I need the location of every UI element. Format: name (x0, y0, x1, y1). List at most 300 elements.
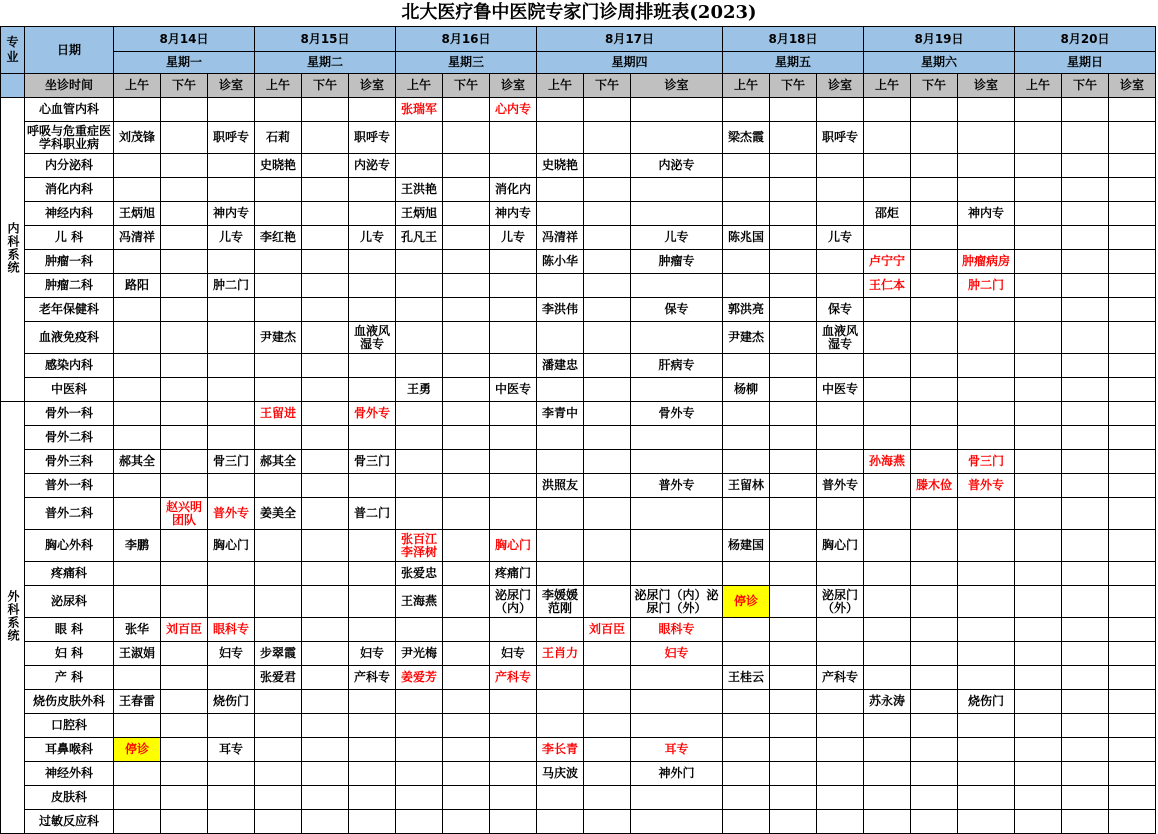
doctor-cell (723, 738, 770, 762)
room-cell (1109, 274, 1156, 298)
doctor-cell (161, 226, 208, 250)
table-row (1, 714, 1156, 738)
doctor-cell: 王留林 (723, 474, 770, 498)
doctor-cell (161, 562, 208, 586)
doctor-cell (114, 474, 161, 498)
table-row (1, 666, 1156, 690)
doctor-cell: 王肖力 (537, 642, 584, 666)
doctor-cell (864, 378, 911, 402)
date-cell: 8月18日 (723, 27, 864, 52)
doctor-cell (911, 202, 958, 226)
date-cell: 8月16日 (396, 27, 537, 52)
doctor-cell (1062, 122, 1109, 154)
doctor-cell (302, 762, 349, 786)
doctor-cell (1062, 474, 1109, 498)
doctor-cell (864, 298, 911, 322)
time-header: 坐诊时间 (25, 74, 114, 98)
doctor-cell (537, 322, 584, 354)
doctor-cell (302, 378, 349, 402)
doctor-cell (255, 98, 302, 122)
doctor-cell (911, 586, 958, 618)
doctor-cell (1015, 666, 1062, 690)
doctor-cell (584, 762, 631, 786)
doctor-cell (770, 642, 817, 666)
room-cell (958, 378, 1015, 402)
room-cell (1109, 586, 1156, 618)
table-row (1, 178, 1156, 202)
room-cell (349, 178, 396, 202)
doctor-cell (396, 474, 443, 498)
room-cell (490, 474, 537, 498)
room-cell (817, 786, 864, 810)
doctor-cell (723, 402, 770, 426)
room-cell: 骨外专 (349, 402, 396, 426)
doctor-cell (911, 738, 958, 762)
room-cell (349, 810, 396, 834)
room-cell: 妇专 (208, 642, 255, 666)
doctor-cell (537, 450, 584, 474)
doctor-cell (537, 786, 584, 810)
doctor-cell (537, 98, 584, 122)
doctor-cell (255, 378, 302, 402)
department-name: 口腔科 (25, 714, 114, 738)
doctor-cell (723, 562, 770, 586)
room-cell: 神内专 (958, 202, 1015, 226)
doctor-cell (770, 738, 817, 762)
department-name: 皮肤科 (25, 786, 114, 810)
doctor-cell: 尹建杰 (255, 322, 302, 354)
doctor-cell (1015, 98, 1062, 122)
department-name: 肿瘤一科 (25, 250, 114, 274)
room-cell (1109, 666, 1156, 690)
room-cell (208, 378, 255, 402)
room-cell: 神外门 (631, 762, 723, 786)
doctor-cell (770, 474, 817, 498)
room-cell (958, 586, 1015, 618)
room-cell (208, 322, 255, 354)
doctor-cell (302, 530, 349, 562)
room-cell (958, 98, 1015, 122)
room-cell: 产科专 (349, 666, 396, 690)
doctor-cell: 尹建杰 (723, 322, 770, 354)
doctor-cell (584, 690, 631, 714)
doctor-cell: 路阳 (114, 274, 161, 298)
doctor-cell (396, 426, 443, 450)
doctor-cell (1062, 322, 1109, 354)
room-cell (631, 450, 723, 474)
doctor-cell (864, 498, 911, 530)
doctor-cell (723, 450, 770, 474)
doctor-cell (1015, 122, 1062, 154)
room-cell (349, 714, 396, 738)
doctor-cell (443, 738, 490, 762)
doctor-cell (1062, 762, 1109, 786)
room-cell (958, 122, 1015, 154)
specialty-header-filler (1, 74, 25, 98)
doctor-cell (864, 530, 911, 562)
doctor-cell (302, 474, 349, 498)
doctor-cell (911, 274, 958, 298)
room-cell (631, 122, 723, 154)
doctor-cell (864, 354, 911, 378)
room-cell (349, 298, 396, 322)
room-cell (208, 250, 255, 274)
doctor-cell (161, 378, 208, 402)
table-row (1, 690, 1156, 714)
doctor-cell: 卢宁宁 (864, 250, 911, 274)
department-name: 呼吸与危重症医学科职业病 (25, 122, 114, 154)
doctor-cell: 李青中 (537, 402, 584, 426)
department-name: 产 科 (25, 666, 114, 690)
doctor-cell (584, 122, 631, 154)
room-cell: 消化内 (490, 178, 537, 202)
room-cell (817, 714, 864, 738)
doctor-cell (443, 226, 490, 250)
department-name: 儿 科 (25, 226, 114, 250)
room-cell (490, 498, 537, 530)
doctor-cell (443, 274, 490, 298)
slot-header-am: 上午 (723, 74, 770, 98)
room-cell (1109, 810, 1156, 834)
department-name: 血液免疫科 (25, 322, 114, 354)
room-cell: 血液风湿专 (817, 322, 864, 354)
doctor-cell (255, 202, 302, 226)
doctor-cell: 梁杰霞 (723, 122, 770, 154)
doctor-cell (723, 98, 770, 122)
doctor-cell (1015, 474, 1062, 498)
doctor-cell (911, 226, 958, 250)
room-cell (631, 690, 723, 714)
doctor-cell (1062, 786, 1109, 810)
doctor-cell (114, 322, 161, 354)
doctor-cell: 王仁本 (864, 274, 911, 298)
doctor-cell (443, 354, 490, 378)
doctor-cell (1062, 738, 1109, 762)
doctor-cell (770, 586, 817, 618)
room-cell: 保专 (817, 298, 864, 322)
doctor-cell: 张瑞军 (396, 98, 443, 122)
doctor-cell (584, 402, 631, 426)
doctor-cell (1062, 250, 1109, 274)
weekday-cell: 星期三 (396, 52, 537, 74)
doctor-cell: 史晓艳 (537, 154, 584, 178)
doctor-cell (302, 666, 349, 690)
doctor-cell (1062, 810, 1109, 834)
doctor-cell (255, 426, 302, 450)
department-name: 骨外三科 (25, 450, 114, 474)
doctor-cell (396, 738, 443, 762)
doctor-cell (114, 786, 161, 810)
doctor-cell (584, 474, 631, 498)
doctor-cell (723, 274, 770, 298)
doctor-cell (1062, 642, 1109, 666)
room-cell (631, 426, 723, 450)
room-cell (490, 354, 537, 378)
doctor-cell (723, 810, 770, 834)
doctor-cell (161, 450, 208, 474)
doctor-cell (396, 354, 443, 378)
room-cell (208, 426, 255, 450)
doctor-cell (911, 298, 958, 322)
doctor-cell (161, 298, 208, 322)
doctor-cell: 郭洪亮 (723, 298, 770, 322)
doctor-cell (584, 586, 631, 618)
doctor-cell (864, 322, 911, 354)
room-cell: 骨三门 (958, 450, 1015, 474)
weekday-cell: 星期日 (1015, 52, 1156, 74)
room-cell (1109, 122, 1156, 154)
doctor-cell (396, 690, 443, 714)
doctor-cell (114, 586, 161, 618)
doctor-cell (584, 498, 631, 530)
doctor-cell (302, 562, 349, 586)
room-cell (631, 530, 723, 562)
room-cell: 普二门 (349, 498, 396, 530)
room-cell (631, 378, 723, 402)
doctor-cell (584, 378, 631, 402)
table-row (1, 122, 1156, 154)
doctor-cell (302, 450, 349, 474)
doctor-cell (443, 498, 490, 530)
doctor-cell (302, 642, 349, 666)
category-label: 内科系统 (6, 222, 20, 274)
doctor-cell (537, 618, 584, 642)
room-cell (1109, 738, 1156, 762)
doctor-cell (161, 714, 208, 738)
doctor-cell (255, 274, 302, 298)
doctor-cell (443, 450, 490, 474)
doctor-cell (302, 274, 349, 298)
room-cell (958, 298, 1015, 322)
table-row (1, 378, 1156, 402)
room-cell (817, 154, 864, 178)
doctor-cell (1062, 530, 1109, 562)
doctor-cell (584, 450, 631, 474)
doctor-cell (161, 154, 208, 178)
department-name: 肿瘤二科 (25, 274, 114, 298)
doctor-cell (302, 354, 349, 378)
doctor-cell (537, 378, 584, 402)
doctor-cell (161, 530, 208, 562)
doctor-cell (1062, 426, 1109, 450)
doctor-cell (161, 762, 208, 786)
doctor-cell (443, 530, 490, 562)
room-cell: 内泌专 (631, 154, 723, 178)
room-cell (631, 810, 723, 834)
room-cell (958, 786, 1015, 810)
room-cell (349, 202, 396, 226)
doctor-cell (161, 322, 208, 354)
doctor-cell (584, 178, 631, 202)
doctor-cell (161, 250, 208, 274)
doctor-cell (302, 586, 349, 618)
doctor-cell (770, 618, 817, 642)
room-cell: 心内专 (490, 98, 537, 122)
room-cell (817, 618, 864, 642)
room-cell: 职呼专 (817, 122, 864, 154)
doctor-cell (584, 738, 631, 762)
room-cell (631, 666, 723, 690)
doctor-cell (114, 178, 161, 202)
room-cell (490, 714, 537, 738)
doctor-cell: 马庆波 (537, 762, 584, 786)
doctor-cell (770, 298, 817, 322)
doctor-cell (396, 322, 443, 354)
slot-header-am: 上午 (864, 74, 911, 98)
doctor-cell: 李媛媛范刚 (537, 586, 584, 618)
doctor-cell (443, 642, 490, 666)
room-cell: 胸心门 (817, 530, 864, 562)
doctor-cell (723, 762, 770, 786)
room-cell: 泌尿门（外） (817, 586, 864, 618)
room-cell: 妇专 (349, 642, 396, 666)
doctor-cell (911, 562, 958, 586)
doctor-cell: 王洪艳 (396, 178, 443, 202)
doctor-cell (161, 810, 208, 834)
schedule-table (0, 26, 1156, 834)
doctor-cell: 冯清祥 (537, 226, 584, 250)
doctor-cell: 张爱忠 (396, 562, 443, 586)
doctor-cell (302, 322, 349, 354)
doctor-cell (1015, 642, 1062, 666)
room-cell (208, 354, 255, 378)
slot-header-pm: 下午 (770, 74, 817, 98)
doctor-cell (911, 378, 958, 402)
room-cell: 儿专 (349, 226, 396, 250)
weekday-cell: 星期一 (114, 52, 255, 74)
doctor-cell (864, 738, 911, 762)
doctor-cell: 陈小华 (537, 250, 584, 274)
doctor-cell (537, 178, 584, 202)
room-cell: 中医专 (490, 378, 537, 402)
doctor-cell (1015, 562, 1062, 586)
doctor-cell (114, 298, 161, 322)
doctor-cell: 邵炬 (864, 202, 911, 226)
doctor-cell: 李鹏 (114, 530, 161, 562)
room-cell (817, 762, 864, 786)
room-cell (1109, 450, 1156, 474)
doctor-cell (396, 762, 443, 786)
doctor-cell (770, 274, 817, 298)
doctor-cell: 张百江李泽树 (396, 530, 443, 562)
doctor-cell (443, 474, 490, 498)
room-cell (490, 154, 537, 178)
room-cell (817, 250, 864, 274)
doctor-cell (1062, 202, 1109, 226)
room-cell (208, 810, 255, 834)
room-cell (349, 562, 396, 586)
room-cell (958, 666, 1015, 690)
doctor-cell (255, 586, 302, 618)
weekday-cell: 星期六 (864, 52, 1015, 74)
room-cell (958, 714, 1015, 738)
slot-header-am: 上午 (1015, 74, 1062, 98)
doctor-cell (1015, 402, 1062, 426)
room-cell (208, 98, 255, 122)
date-cell: 8月19日 (864, 27, 1015, 52)
doctor-cell (584, 354, 631, 378)
doctor-cell (770, 98, 817, 122)
slot-header-room: 诊室 (349, 74, 396, 98)
date-cell: 8月14日 (114, 27, 255, 52)
doctor-cell (396, 498, 443, 530)
doctor-cell (864, 666, 911, 690)
department-name: 疼痛科 (25, 562, 114, 586)
doctor-cell: 王桂云 (723, 666, 770, 690)
doctor-cell (161, 178, 208, 202)
doctor-cell (114, 666, 161, 690)
category-label: 外科系统 (6, 590, 20, 642)
table-row (1, 498, 1156, 530)
room-cell (817, 690, 864, 714)
doctor-cell (723, 690, 770, 714)
doctor-cell (114, 810, 161, 834)
doctor-cell: 刘百臣 (584, 618, 631, 642)
table-row (1, 202, 1156, 226)
doctor-cell (1015, 250, 1062, 274)
room-cell (490, 426, 537, 450)
doctor-cell (864, 226, 911, 250)
doctor-cell (302, 786, 349, 810)
room-cell (1109, 178, 1156, 202)
date-cell: 8月17日 (537, 27, 723, 52)
room-cell (958, 402, 1015, 426)
table-row (1, 530, 1156, 562)
doctor-cell (911, 498, 958, 530)
doctor-cell: 杨柳 (723, 378, 770, 402)
room-cell (1109, 202, 1156, 226)
specialty-header: 专业 (1, 27, 25, 74)
doctor-cell (1015, 354, 1062, 378)
department-name: 中医科 (25, 378, 114, 402)
doctor-cell (396, 714, 443, 738)
doctor-cell: 王海燕 (396, 586, 443, 618)
doctor-cell (161, 274, 208, 298)
doctor-cell (302, 250, 349, 274)
room-cell (208, 786, 255, 810)
slot-header-pm: 下午 (584, 74, 631, 98)
doctor-cell (537, 530, 584, 562)
doctor-cell (1062, 178, 1109, 202)
table-row (1, 154, 1156, 178)
room-cell (1109, 642, 1156, 666)
slot-header-room: 诊室 (1109, 74, 1156, 98)
doctor-cell (911, 122, 958, 154)
doctor-cell (1062, 666, 1109, 690)
doctor-cell (443, 562, 490, 586)
doctor-cell (443, 786, 490, 810)
doctor-cell (161, 402, 208, 426)
doctor-cell (396, 122, 443, 154)
doctor-cell (1015, 810, 1062, 834)
doctor-cell (161, 202, 208, 226)
doctor-cell (584, 666, 631, 690)
room-cell: 中医专 (817, 378, 864, 402)
room-cell (208, 474, 255, 498)
slot-header-pm: 下午 (302, 74, 349, 98)
doctor-cell (114, 354, 161, 378)
room-cell (817, 498, 864, 530)
doctor-cell (864, 474, 911, 498)
doctor-cell (255, 738, 302, 762)
doctor-cell: 王淑娟 (114, 642, 161, 666)
doctor-cell (911, 642, 958, 666)
doctor-cell (584, 250, 631, 274)
doctor-cell (302, 98, 349, 122)
room-cell (490, 738, 537, 762)
doctor-cell (770, 122, 817, 154)
room-cell (1109, 618, 1156, 642)
